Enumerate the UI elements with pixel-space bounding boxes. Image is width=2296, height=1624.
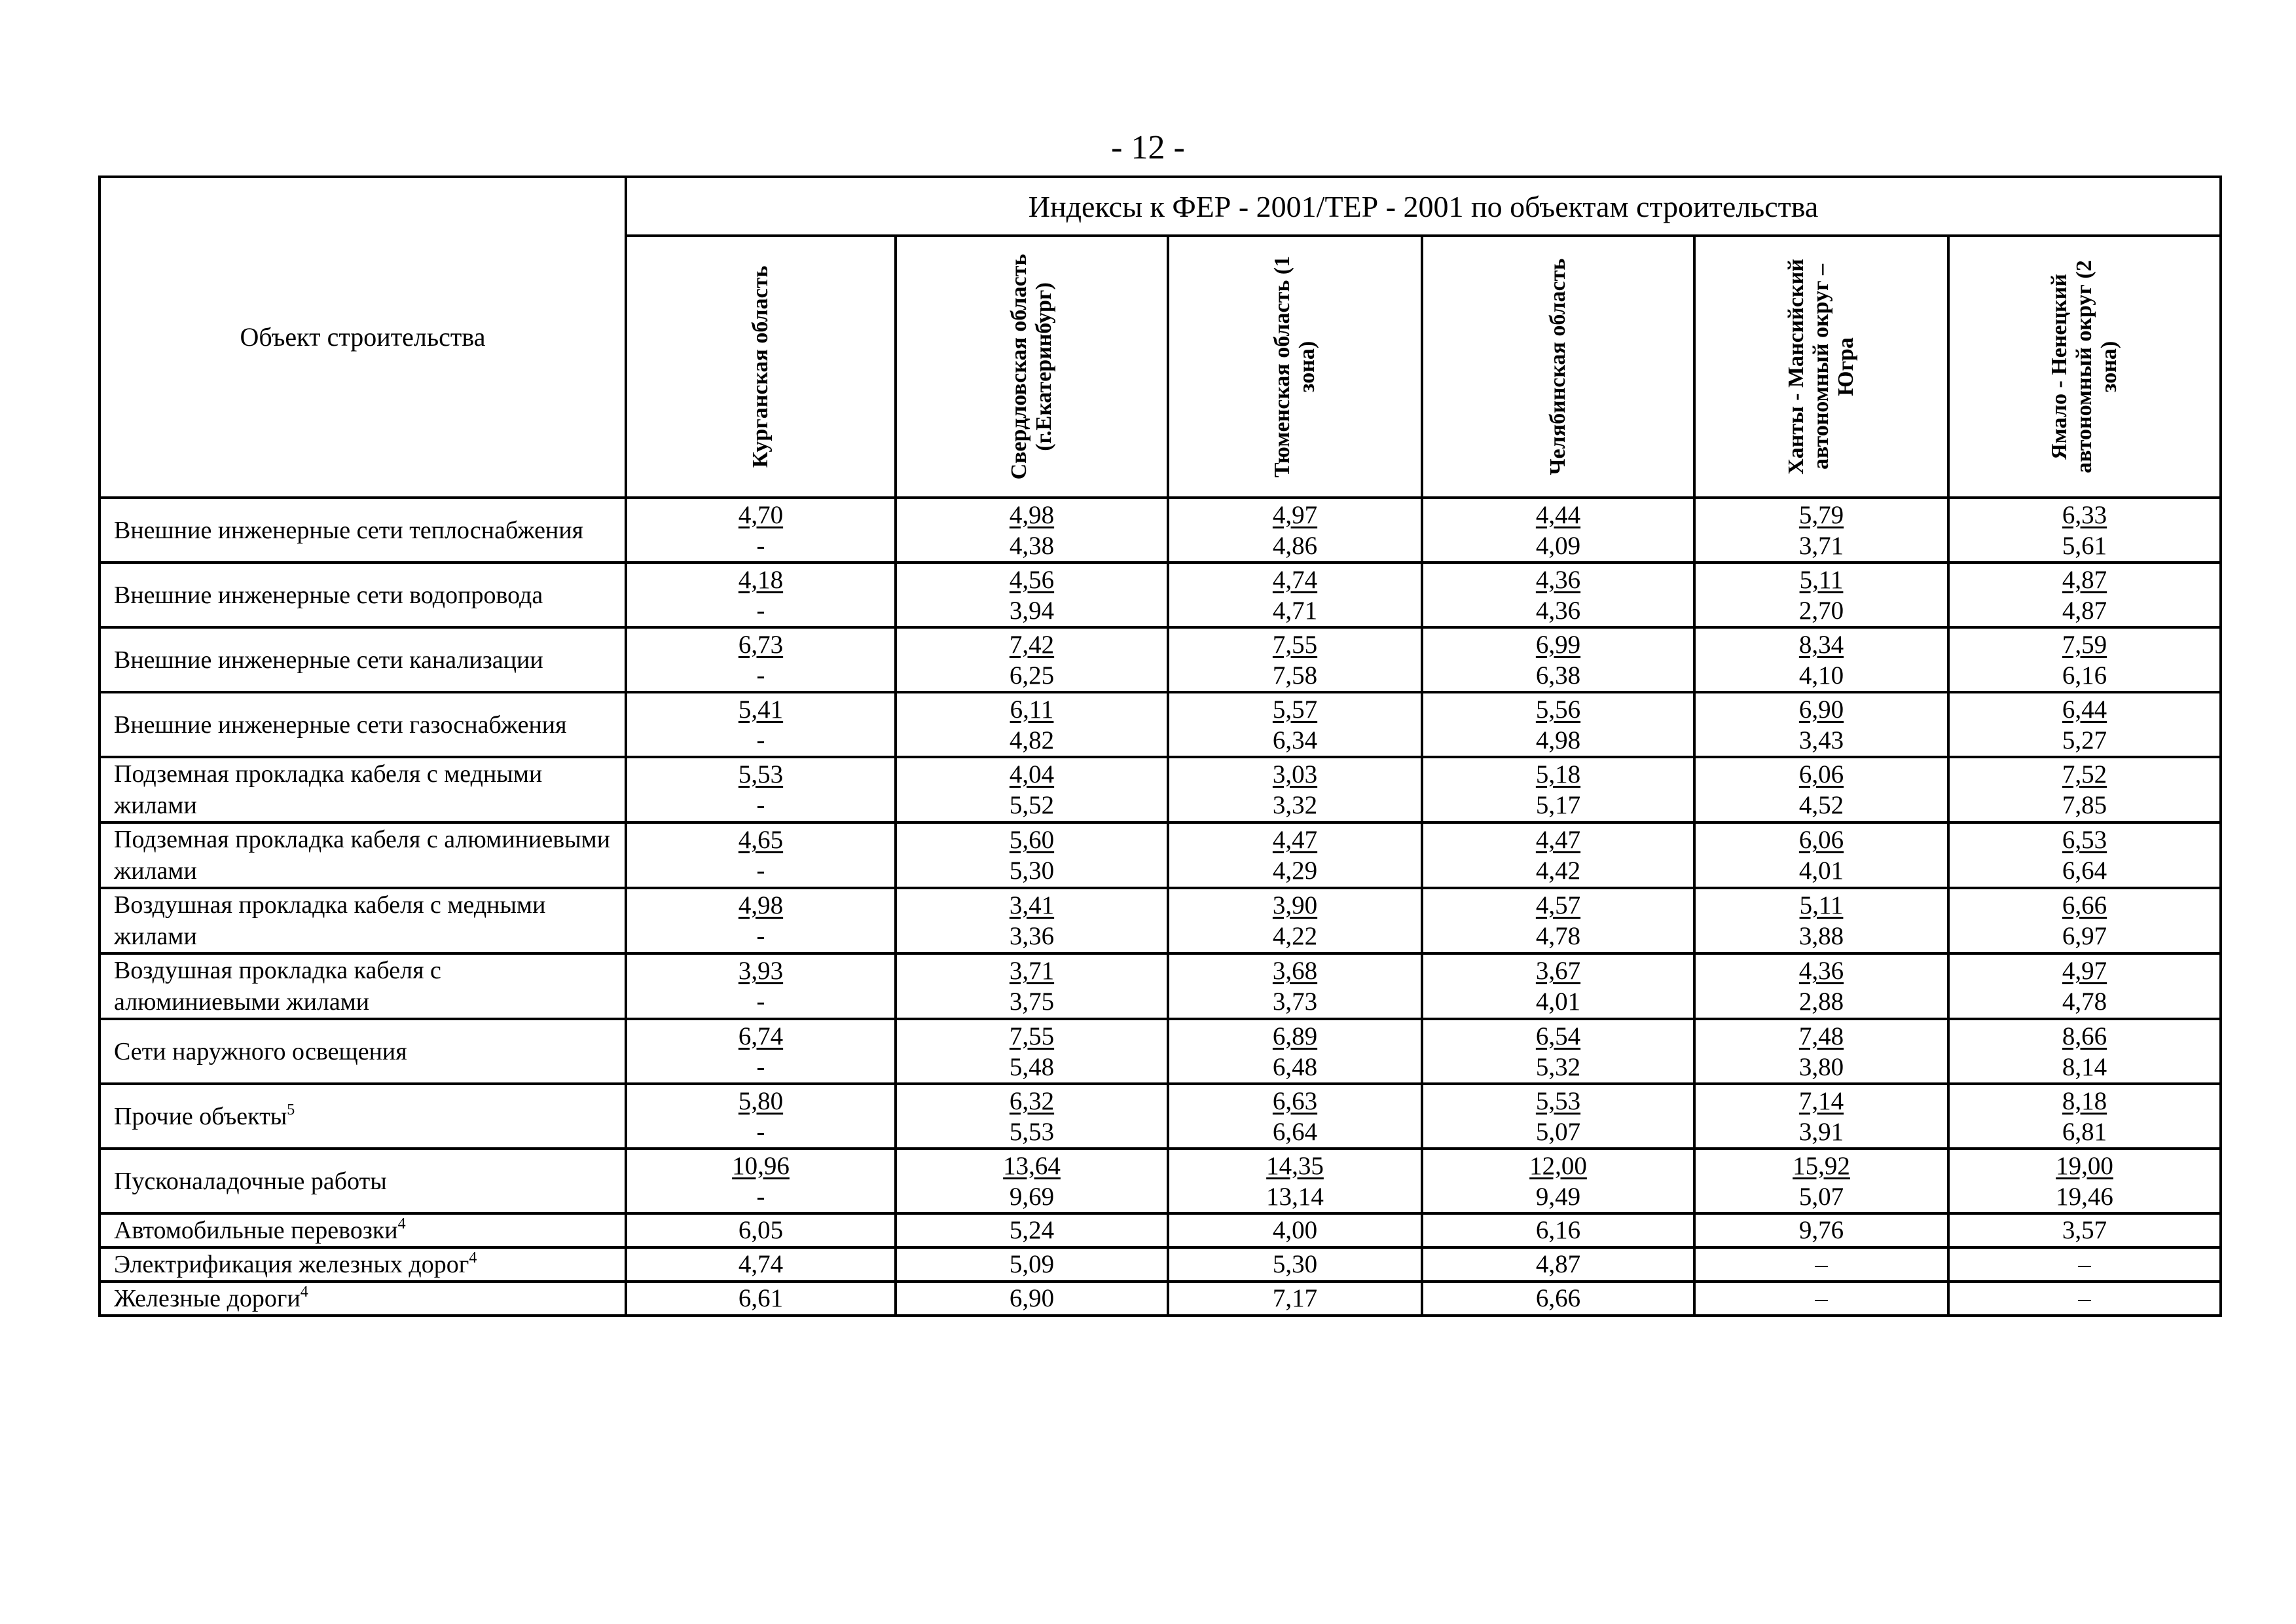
index-value-top: 4,04: [1009, 760, 1055, 788]
index-value-bottom: 5,52: [1009, 791, 1055, 819]
index-value-top: 3,90: [1272, 891, 1318, 919]
index-value-top: 6,06: [1798, 760, 1844, 788]
index-cell: [1948, 1149, 2221, 1213]
index-value-bottom: 4,78: [1535, 922, 1581, 950]
index-cell: [1694, 953, 1948, 1019]
index-value-bottom: 4,87: [2062, 596, 2107, 625]
index-value-bottom: -: [756, 531, 765, 560]
index-value-bottom: 4,29: [1272, 857, 1318, 885]
index-value-top: 5,18: [1535, 760, 1581, 788]
object-name-cell: [100, 1213, 626, 1247]
object-name-cell: [100, 692, 626, 757]
object-name-cell: [100, 757, 626, 822]
index-cell: 4,87: [1422, 1247, 1694, 1282]
table-row: [100, 627, 2221, 692]
index-cell: [1948, 1019, 2221, 1084]
index-value-top: 4,36: [1535, 565, 1581, 594]
region-label: Свердловская область (г.Екатеринбург): [1007, 253, 1056, 480]
footnote-mark: 4: [300, 1283, 308, 1301]
index-cell: [1422, 888, 1694, 953]
index-value-top: 6,73: [738, 630, 784, 659]
indices-table: [98, 175, 2222, 1317]
index-value-top: 10,96: [732, 1151, 790, 1180]
index-value-top: 6,99: [1535, 630, 1581, 659]
index-cell: –: [1694, 1247, 1948, 1282]
object-name: Подземная прокладка кабеля с медными жилами: [114, 760, 543, 819]
index-cell: [1422, 627, 1694, 692]
region-label: Ямало - Ненецкий автономный округ (2 зона): [2047, 260, 2122, 473]
table-row: [100, 822, 2221, 888]
index-value-top: 6,54: [1535, 1022, 1581, 1050]
index-value-top: 7,52: [2062, 760, 2107, 788]
footnote-mark: 4: [397, 1215, 406, 1232]
region-header: [626, 236, 896, 498]
object-name-cell: [100, 563, 626, 627]
index-cell: [1422, 692, 1694, 757]
object-name: Внешние инженерные сети газоснабжения: [114, 710, 567, 739]
index-value-bottom: 6,16: [2062, 661, 2107, 690]
index-value-bottom: 5,61: [2062, 531, 2107, 560]
footnote-mark: 4: [469, 1249, 477, 1266]
index-value-bottom: 4,22: [1272, 922, 1318, 950]
index-cell: [1948, 692, 2221, 757]
index-value-bottom: -: [756, 987, 765, 1016]
index-value-bottom: -: [756, 596, 765, 625]
index-value-bottom: 9,69: [1009, 1182, 1055, 1211]
index-value-bottom: 5,07: [1535, 1117, 1581, 1146]
index-value-bottom: 5,48: [1009, 1052, 1055, 1081]
index-value-top: 4,47: [1535, 826, 1581, 854]
table-row: [100, 1084, 2221, 1149]
index-value-bottom: 19,46: [2056, 1182, 2113, 1211]
index-value-bottom: 4,09: [1535, 531, 1581, 560]
index-cell: [1694, 498, 1948, 563]
index-cell: 7,17: [1168, 1282, 1422, 1316]
index-cell: 6,61: [626, 1282, 896, 1316]
index-cell: [896, 757, 1168, 822]
region-label: Ханты - Мансийский автономный округ – Югра: [1784, 259, 1858, 475]
index-value-bottom: -: [756, 661, 765, 690]
indices-header: Индексы к ФЕР - 2001/ТЕР - 2001 по объектам строительства: [626, 177, 2221, 236]
object-name: Подземная прокладка кабеля с алюминиевыми жилами: [114, 826, 611, 885]
index-value-top: 4,87: [2062, 565, 2107, 594]
index-value-bottom: 2,70: [1798, 596, 1844, 625]
page-number: - 12 -: [1111, 129, 1185, 166]
index-cell: 5,09: [896, 1247, 1168, 1282]
index-value-bottom: -: [756, 1117, 765, 1146]
index-value-top: 4,57: [1535, 891, 1581, 919]
index-value-top: 6,44: [2062, 695, 2107, 724]
index-value-bottom: 3,91: [1798, 1117, 1844, 1146]
region-header: [1694, 236, 1948, 498]
object-name: Воздушная прокладка кабеля с медными жилами: [114, 891, 546, 950]
index-value-bottom: 2,88: [1798, 987, 1844, 1016]
index-value-bottom: 3,73: [1272, 987, 1318, 1016]
index-cell: –: [1948, 1282, 2221, 1316]
index-cell: [1168, 692, 1422, 757]
index-value-top: 5,11: [1799, 891, 1844, 919]
index-cell: [1948, 498, 2221, 563]
table-row: [100, 1247, 2221, 1282]
object-name: Пусконаладочные работы: [114, 1167, 387, 1195]
index-cell: 6,16: [1422, 1213, 1694, 1247]
index-value-top: 8,66: [2062, 1022, 2107, 1050]
index-value-bottom: 6,81: [2062, 1117, 2107, 1146]
index-value-top: 3,03: [1272, 760, 1318, 788]
index-value-bottom: 4,86: [1272, 531, 1318, 560]
index-cell: [626, 888, 896, 953]
index-cell: 5,24: [896, 1213, 1168, 1247]
region-label: Тюменская область (1 зона): [1270, 255, 1319, 478]
index-cell: [1422, 757, 1694, 822]
index-value-top: 6,63: [1272, 1086, 1318, 1115]
index-value-top: 6,53: [2062, 826, 2107, 854]
index-cell: [1694, 888, 1948, 953]
object-header: Объект строительства: [100, 177, 626, 498]
index-cell: [1948, 888, 2221, 953]
index-cell: [1948, 953, 2221, 1019]
index-value-bottom: 3,80: [1798, 1052, 1844, 1081]
index-cell: [896, 953, 1168, 1019]
index-cell: [896, 822, 1168, 888]
index-cell: [1694, 822, 1948, 888]
index-value-bottom: -: [756, 791, 765, 819]
index-value-bottom: -: [756, 1182, 765, 1211]
index-cell: [1168, 498, 1422, 563]
index-cell: [1422, 498, 1694, 563]
index-cell: [896, 1084, 1168, 1149]
index-cell: 4,74: [626, 1247, 896, 1282]
index-cell: [1948, 627, 2221, 692]
index-value-top: 8,34: [1798, 630, 1844, 659]
index-value-top: 4,18: [738, 565, 784, 594]
index-value-top: 3,93: [738, 957, 784, 985]
object-name: Внешние инженерные сети водопровода: [114, 581, 543, 609]
index-cell: [1168, 757, 1422, 822]
index-value-top: 6,06: [1798, 826, 1844, 854]
index-cell: [1694, 627, 1948, 692]
object-name-cell: [100, 953, 626, 1019]
object-name: Сети наружного освещения: [114, 1037, 407, 1065]
object-name-cell: [100, 1247, 626, 1282]
index-value-top: 7,48: [1798, 1022, 1844, 1050]
index-cell: [1422, 1019, 1694, 1084]
index-cell: [1948, 822, 2221, 888]
index-cell: [1948, 563, 2221, 627]
index-value-bottom: 4,52: [1798, 791, 1844, 819]
index-value-top: 3,71: [1009, 957, 1055, 985]
index-cell: [626, 757, 896, 822]
object-name: Прочие объекты: [114, 1102, 287, 1130]
index-cell: –: [1694, 1282, 1948, 1316]
object-name-cell: [100, 822, 626, 888]
object-name: Воздушная прокладка кабеля с алюминиевыми жилами: [114, 957, 441, 1016]
index-cell: [1168, 1019, 1422, 1084]
index-cell: [896, 1149, 1168, 1213]
index-value-bottom: 9,49: [1535, 1182, 1581, 1211]
index-value-bottom: 5,30: [1009, 857, 1055, 885]
table-row: [100, 563, 2221, 627]
table-row: [100, 1282, 2221, 1316]
index-value-top: 7,42: [1009, 630, 1055, 659]
index-value-top: 4,70: [738, 500, 784, 529]
index-value-bottom: 4,38: [1009, 531, 1055, 560]
table-row: [100, 1019, 2221, 1084]
index-value-bottom: 6,34: [1272, 726, 1318, 754]
index-cell: [1694, 692, 1948, 757]
index-value-top: 6,90: [1798, 695, 1844, 724]
index-value-top: 12,00: [1529, 1151, 1587, 1180]
index-value-bottom: 6,38: [1535, 661, 1581, 690]
index-value-bottom: 6,64: [1272, 1117, 1318, 1146]
index-value-top: 5,41: [738, 695, 784, 724]
index-value-bottom: -: [756, 857, 765, 885]
index-value-top: 7,55: [1009, 1022, 1055, 1050]
index-value-top: 4,44: [1535, 500, 1581, 529]
index-cell: [1422, 1149, 1694, 1213]
index-value-bottom: 4,78: [2062, 987, 2107, 1016]
index-cell: [626, 822, 896, 888]
index-value-bottom: 8,14: [2062, 1052, 2107, 1081]
index-value-bottom: 4,10: [1798, 661, 1844, 690]
index-value-top: 5,79: [1798, 500, 1844, 529]
index-cell: 6,66: [1422, 1282, 1694, 1316]
table-row: [100, 1149, 2221, 1213]
index-cell: [1694, 1149, 1948, 1213]
index-value-top: 13,64: [1003, 1151, 1061, 1180]
index-value-top: 3,41: [1009, 891, 1055, 919]
index-value-bottom: 4,36: [1535, 596, 1581, 625]
index-cell: [896, 627, 1168, 692]
object-name: Электрификация железных дорог: [114, 1251, 469, 1278]
index-value-bottom: 4,01: [1535, 987, 1581, 1016]
index-value-bottom: 3,32: [1272, 791, 1318, 819]
object-name: Внешние инженерные сети канализации: [114, 646, 543, 674]
index-value-top: 5,53: [738, 760, 784, 788]
region-label: Курганская область: [748, 265, 773, 468]
index-cell: [1168, 1149, 1422, 1213]
index-value-top: 7,55: [1272, 630, 1318, 659]
index-value-top: 4,74: [1272, 565, 1318, 594]
index-value-top: 7,14: [1798, 1086, 1844, 1115]
index-cell: [1948, 757, 2221, 822]
index-value-bottom: -: [756, 922, 765, 950]
index-cell: [1422, 1084, 1694, 1149]
index-value-bottom: -: [756, 726, 765, 754]
table-row: [100, 498, 2221, 563]
index-cell: [1694, 1019, 1948, 1084]
index-cell: 3,57: [1948, 1213, 2221, 1247]
index-value-bottom: 3,94: [1009, 596, 1055, 625]
index-value-bottom: 5,07: [1798, 1182, 1844, 1211]
index-value-top: 6,89: [1272, 1022, 1318, 1050]
footnote-mark: 5: [287, 1101, 295, 1118]
index-value-top: 4,56: [1009, 565, 1055, 594]
index-cell: [1168, 888, 1422, 953]
index-cell: [1422, 563, 1694, 627]
index-value-top: 4,36: [1798, 957, 1844, 985]
index-value-bottom: 4,01: [1798, 857, 1844, 885]
table-row: [100, 692, 2221, 757]
table-row: [100, 888, 2221, 953]
index-cell: [1694, 757, 1948, 822]
index-value-bottom: 7,58: [1272, 661, 1318, 690]
index-value-bottom: -: [756, 1052, 765, 1081]
index-value-top: 3,67: [1535, 957, 1581, 985]
index-value-bottom: 6,97: [2062, 922, 2107, 950]
table-row: [100, 953, 2221, 1019]
index-cell: [896, 563, 1168, 627]
index-value-top: 4,97: [1272, 500, 1318, 529]
region-header: [896, 236, 1168, 498]
index-value-bottom: 3,43: [1798, 726, 1844, 754]
index-value-top: 5,57: [1272, 695, 1318, 724]
index-value-bottom: 5,17: [1535, 791, 1581, 819]
index-value-top: 5,56: [1535, 695, 1581, 724]
index-value-bottom: 4,71: [1272, 596, 1318, 625]
index-value-top: 4,65: [738, 826, 784, 854]
table-row: [100, 757, 2221, 822]
index-value-top: 6,32: [1009, 1086, 1055, 1115]
index-cell: 9,76: [1694, 1213, 1948, 1247]
index-cell: [626, 627, 896, 692]
index-value-top: 6,74: [738, 1022, 784, 1050]
index-value-bottom: 5,53: [1009, 1117, 1055, 1146]
index-value-bottom: 3,88: [1798, 922, 1844, 950]
index-cell: 6,05: [626, 1213, 896, 1247]
index-cell: 6,90: [896, 1282, 1168, 1316]
index-cell: [626, 1149, 896, 1213]
index-value-top: 3,68: [1272, 957, 1318, 985]
object-name-cell: [100, 1149, 626, 1213]
index-cell: 4,00: [1168, 1213, 1422, 1247]
index-value-top: 5,60: [1009, 826, 1055, 854]
index-value-top: 5,53: [1535, 1086, 1581, 1115]
index-value-top: 4,98: [738, 891, 784, 919]
index-cell: 5,30: [1168, 1247, 1422, 1282]
object-name: Железные дороги: [114, 1285, 301, 1312]
index-value-top: 5,11: [1799, 565, 1844, 594]
object-name: Внешние инженерные сети теплоснабжения: [114, 516, 584, 544]
index-cell: [1168, 627, 1422, 692]
index-value-bottom: 4,98: [1535, 726, 1581, 754]
index-cell: [1422, 953, 1694, 1019]
object-name-cell: [100, 1019, 626, 1084]
object-name-cell: [100, 627, 626, 692]
index-value-bottom: 3,71: [1798, 531, 1844, 560]
index-cell: [1948, 1084, 2221, 1149]
region-header: [1422, 236, 1694, 498]
region-header: [1948, 236, 2221, 498]
index-value-bottom: 4,42: [1535, 857, 1581, 885]
index-cell: [626, 498, 896, 563]
index-value-top: 14,35: [1266, 1151, 1324, 1180]
index-value-bottom: 6,48: [1272, 1052, 1318, 1081]
index-cell: [1422, 822, 1694, 888]
index-value-top: 7,59: [2062, 630, 2107, 659]
index-value-top: 19,00: [2056, 1151, 2113, 1180]
index-cell: [1168, 822, 1422, 888]
index-value-top: 8,18: [2062, 1086, 2107, 1115]
index-value-bottom: 4,82: [1009, 726, 1055, 754]
index-cell: [1168, 1084, 1422, 1149]
index-cell: [1168, 563, 1422, 627]
index-value-top: 15,92: [1793, 1151, 1850, 1180]
index-cell: [896, 888, 1168, 953]
index-value-bottom: 7,85: [2062, 791, 2107, 819]
index-value-top: 4,47: [1272, 826, 1318, 854]
index-value-bottom: 13,14: [1266, 1182, 1324, 1211]
index-cell: [626, 1084, 896, 1149]
object-name-cell: [100, 888, 626, 953]
index-value-top: 6,33: [2062, 500, 2107, 529]
index-value-top: 4,98: [1009, 500, 1055, 529]
index-value-bottom: 5,27: [2062, 726, 2107, 754]
index-cell: [896, 692, 1168, 757]
index-cell: [1694, 1084, 1948, 1149]
object-name-cell: [100, 1282, 626, 1316]
index-cell: [896, 1019, 1168, 1084]
index-cell: [626, 1019, 896, 1084]
index-value-top: 6,11: [1010, 695, 1054, 724]
index-cell: [896, 498, 1168, 563]
region-header: [1168, 236, 1422, 498]
object-name-cell: [100, 1084, 626, 1149]
index-cell: [1694, 563, 1948, 627]
index-value-bottom: 6,25: [1009, 661, 1055, 690]
index-cell: [626, 563, 896, 627]
index-value-top: 6,66: [2062, 891, 2107, 919]
index-value-top: 4,97: [2062, 957, 2107, 985]
index-cell: [626, 692, 896, 757]
index-cell: [626, 953, 896, 1019]
index-value-top: 5,80: [738, 1086, 784, 1115]
index-value-bottom: 3,75: [1009, 987, 1055, 1016]
object-name-cell: [100, 498, 626, 563]
index-value-bottom: 5,32: [1535, 1052, 1581, 1081]
index-value-bottom: 3,36: [1009, 922, 1055, 950]
object-name: Автомобильные перевозки: [114, 1217, 398, 1244]
table-row: [100, 1213, 2221, 1247]
index-cell: –: [1948, 1247, 2221, 1282]
region-label: Челябинская область: [1546, 258, 1570, 475]
index-cell: [1168, 953, 1422, 1019]
index-value-bottom: 6,64: [2062, 857, 2107, 885]
